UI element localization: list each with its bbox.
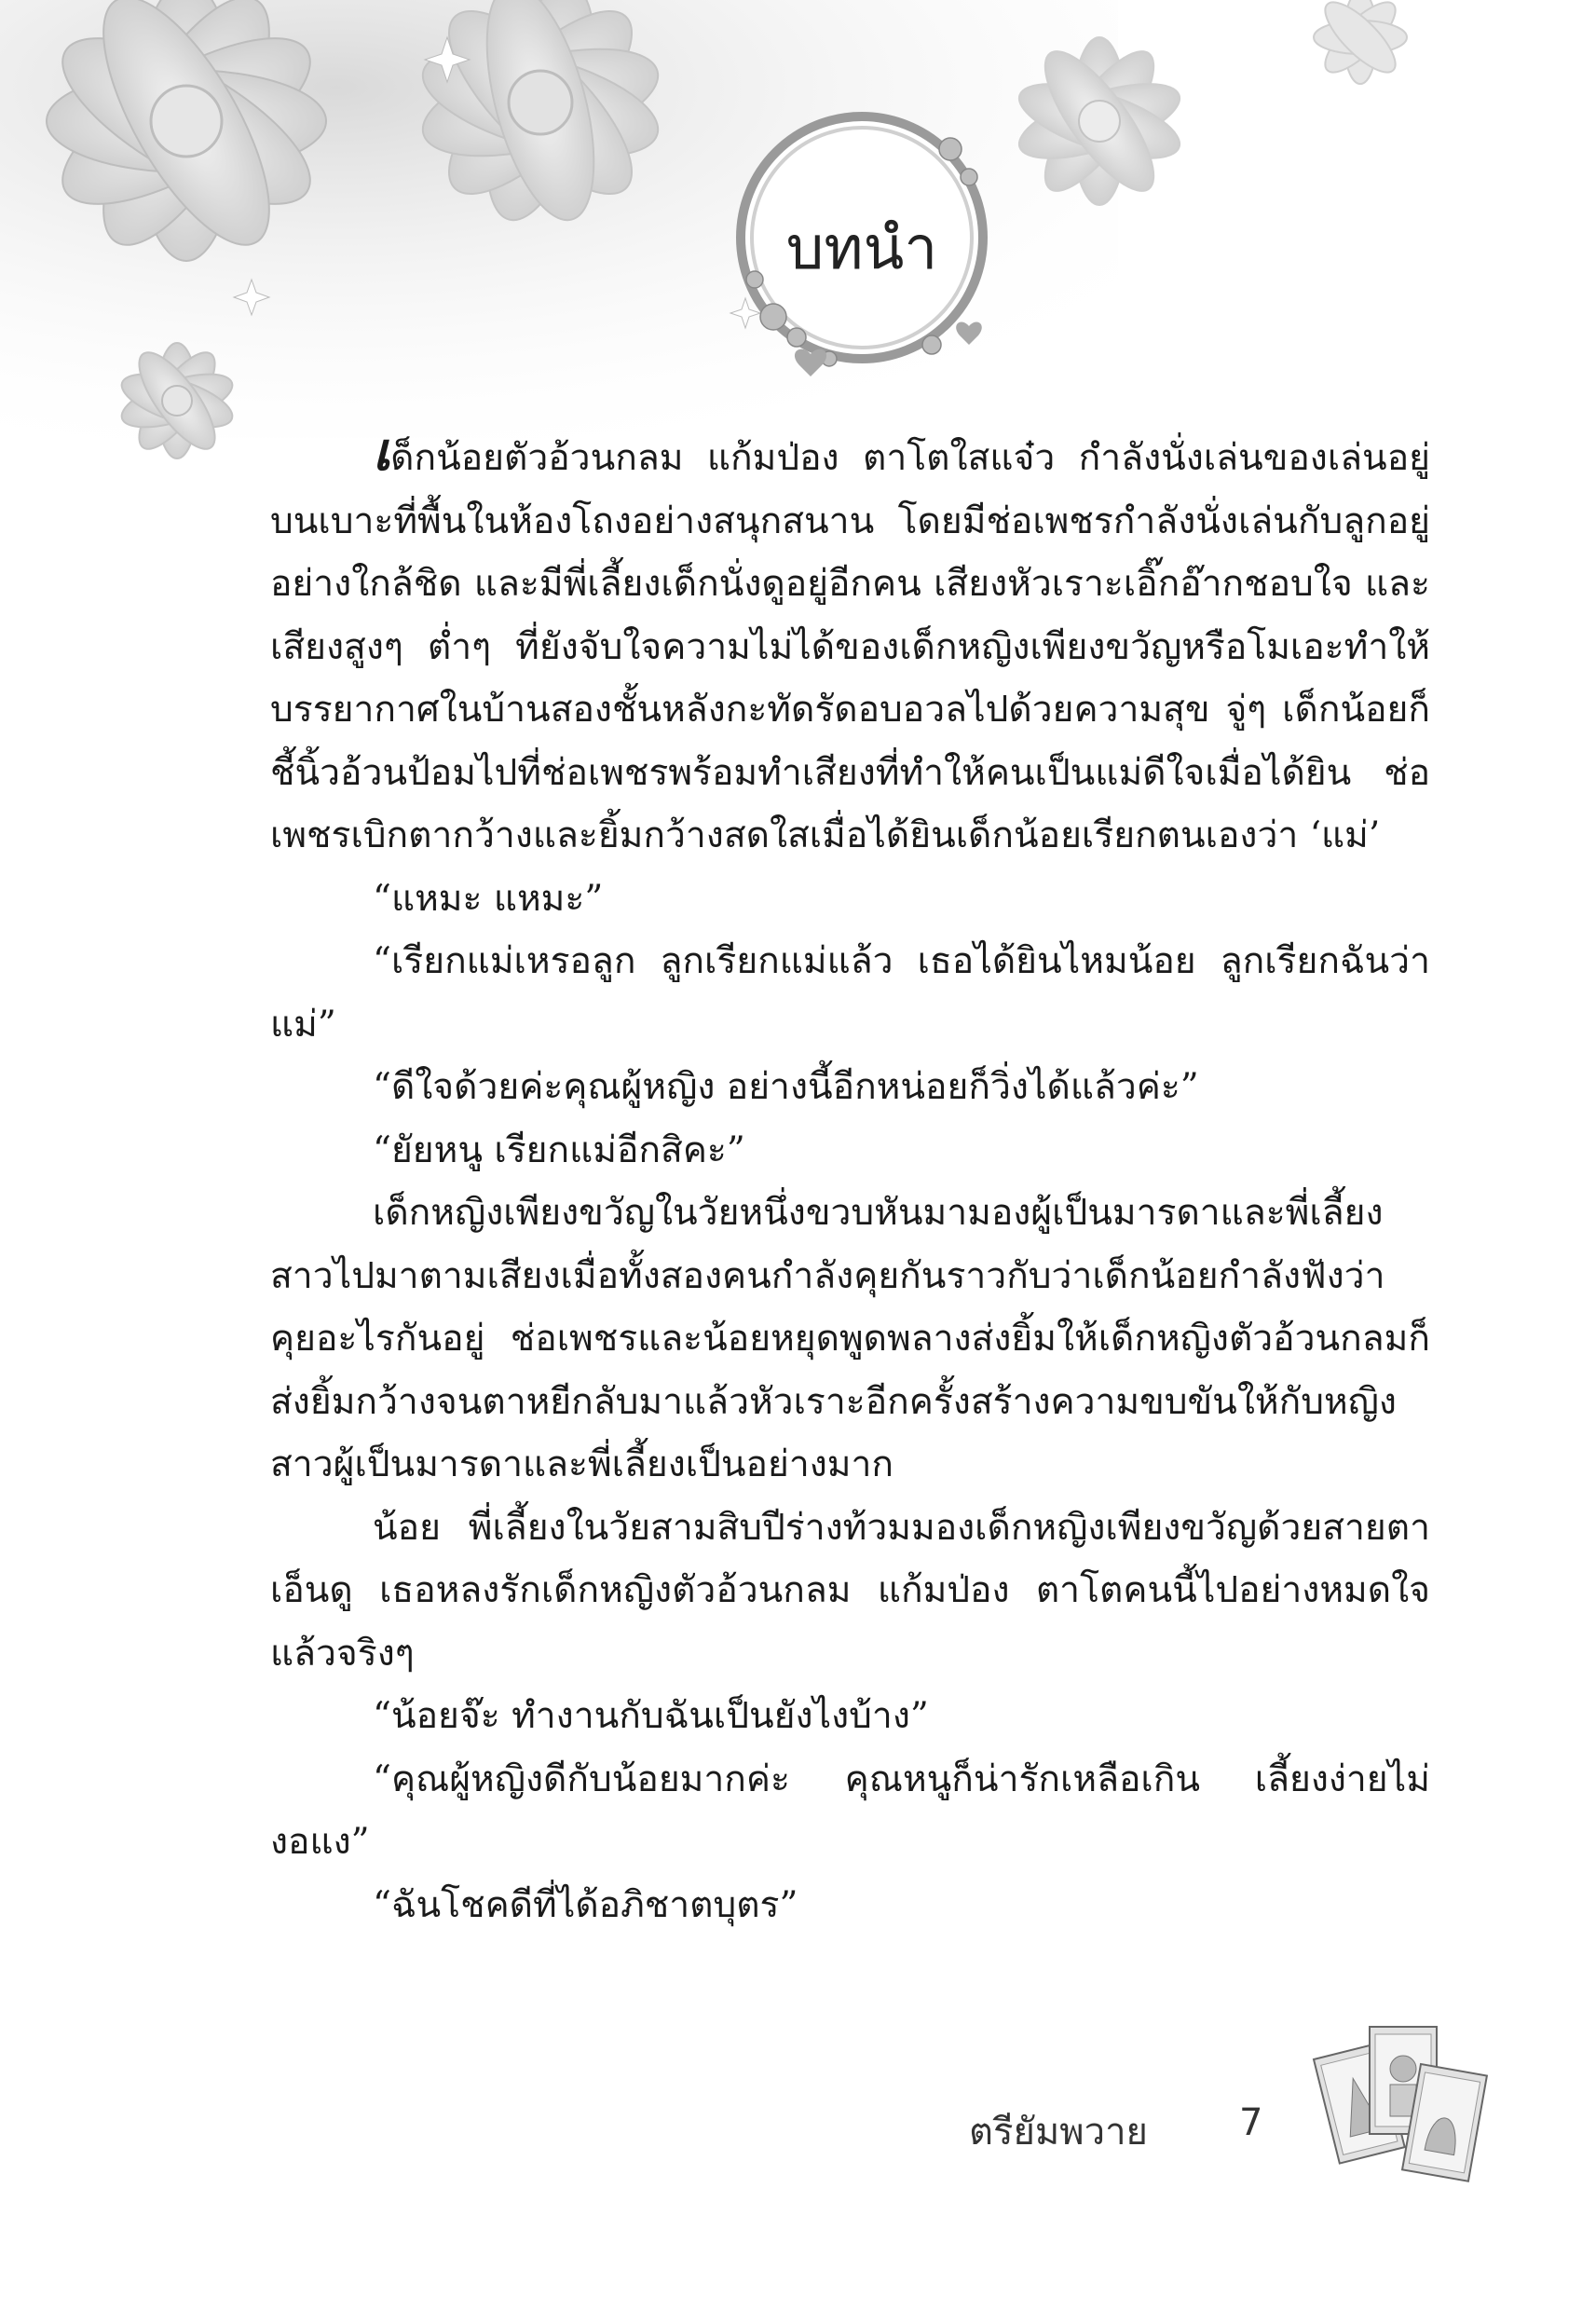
paragraph: “คุณผู้หญิงดีกับน้อยมากค่ะ คุณหนูก็น่ารักเหลือเกิน เลี้ยงง่ายไม่งอแง” — [270, 1757, 1430, 1863]
paragraph: “ฉันโชคดีที่ได้อภิชาตบุตร” — [373, 1883, 798, 1926]
page-footer — [969, 2092, 1276, 2167]
drop-cap: เ — [373, 421, 391, 483]
paragraph: เด็กหญิงเพียงขวัญในวัยหนึ่งขวบหันมามองผู้เป็นมารดาและพี่เลี้ยงสาวไปมาตามเสียงเมื่อทั้งสองคนกำลังคุยกันราวกับว่าเด็กน้อยกำลังฟังว่าคุยอะไรกันอยู่ ช่อเพชรและน้อยหยุดพูดพลางส่งยิ้มให้เด็กหญิงตัวอ้วนกลมก็ส่งยิ้มกว้างจนตาหยีกลับมาแล้วหัวเราะอีกครั้งสร้างความขบขันให้กับหญิงสาวผู้เป็นมารดาและพี่เลี้ยงเป็นอย่างมาก — [270, 1192, 1430, 1485]
paragraph: “น้อยจ๊ะ ทำงานกับฉันเป็นยังไงบ้าง” — [373, 1695, 929, 1737]
paragraph: “แหมะ แหมะ” — [373, 877, 604, 920]
chapter-body — [270, 421, 1430, 1936]
paragraph: “ดีใจด้วยค่ะคุณผู้หญิง อย่างนี้อีกหน่อยก็วิ่งได้แล้วค่ะ” — [373, 1066, 1199, 1108]
paragraph: “เรียกแม่เหรอลูก ลูกเรียกแม่แล้ว เธอได้ยินไหมน้อย ลูกเรียกฉันว่าแม่” — [270, 940, 1430, 1046]
chapter-title: บทนำ — [785, 214, 938, 283]
paragraph: “ยัยหนู เรียกแม่อีกสิคะ” — [373, 1128, 745, 1171]
book-title: ตรียัมพวาย — [969, 2111, 1148, 2154]
title-frame — [717, 93, 1006, 382]
page-number: 7 — [1239, 2101, 1263, 2144]
tarot-cards-icon — [1295, 2022, 1500, 2190]
flower-tiny-right — [1314, 0, 1407, 84]
paragraph: เด็กน้อยตัวอ้วนกลม แก้มป่อง ตาโตใสแจ๋ว กำลังนั่งเล่นของเล่นอยู่บนเบาะที่พื้นในห้องโถงอย่างสนุกสนาน โดยมีช่อเพชรกำลังนั่งเล่นกับลูกอยู่อย่างใกล้ชิด และมีพี่เลี้ยงเด็กนั่งดูอยู่อีกคน เสียงหัวเราะเอิ๊กอ๊ากชอบใจ และเสียงสูงๆ ต่ำๆ ที่ยังจับใจความไม่ได้ของเด็กหญิงเพียงขวัญหรือโมเอะทำให้บรรยากาศในบ้านสองชั้นหลังกะทัดรัดอบอวลไปด้วยความสุข จู่ๆ เด็กน้อยก็ชี้นิ้วอ้วนป้อมไปที่ช่อเพชรพร้อมทำเสียงที่ทำให้คนเป็นแม่ดีใจเมื่อได้ยิน ช่อเพชรเบิกตากว้างและยิ้มกว้างสดใสเมื่อได้ยินเด็กน้อยเรียกตนเองว่า ‘แม่’ — [270, 421, 1430, 856]
paragraph: น้อย พี่เลี้ยงในวัยสามสิบปีร่างท้วมมองเด็กหญิงเพียงขวัญด้วยสายตาเอ็นดู เธอหลงรักเด็กหญิงตัวอ้วนกลม แก้มป่อง ตาโตคนนี้ไปอย่างหมดใจแล้วจริงๆ — [270, 1506, 1430, 1675]
